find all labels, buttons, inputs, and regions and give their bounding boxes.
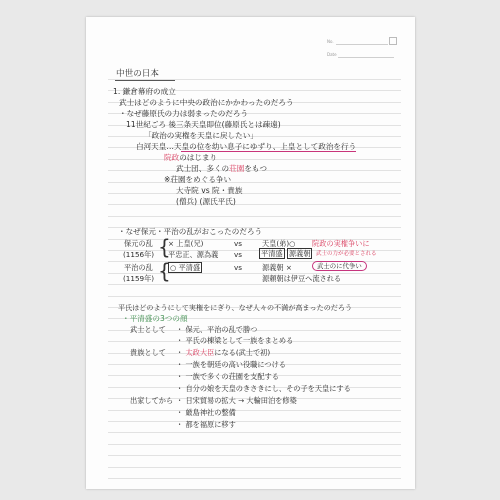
ruled-line xyxy=(108,467,401,468)
text-run: のはじまり xyxy=(179,153,218,162)
note-line: 11世紀ごろ 後三条天皇即位(藤原氏とは疎遠) xyxy=(126,120,281,129)
page-title: 中世の日本 xyxy=(116,69,159,79)
vs-text: vs xyxy=(234,250,242,259)
keyword-insei: 院政 xyxy=(164,153,180,162)
heiji-side-b: 源義朝 × xyxy=(262,263,292,272)
ruled-line xyxy=(108,296,401,297)
hogen-label: 保元の乱 xyxy=(124,239,153,248)
kiyomori-heading xyxy=(122,314,188,323)
face-item: ・ 都を福原に移す xyxy=(176,420,236,429)
text-run: 武士団、多くの xyxy=(176,164,230,173)
note-line: 大寺院 vs 院・貴族 xyxy=(176,186,243,195)
vs-text: vs xyxy=(234,263,242,272)
heiji-year: (1159年) xyxy=(123,274,155,283)
ruled-line xyxy=(108,284,401,285)
face-item xyxy=(176,348,270,357)
note-line-insei xyxy=(164,153,217,162)
ruled-line xyxy=(108,204,401,205)
ruled-line xyxy=(108,193,401,194)
hogen-members-b xyxy=(259,249,312,258)
section-1-heading: 1. 鎌倉幕府の成立 xyxy=(113,87,176,96)
face-item: ・ 自分の娘を天皇のきさきにし、その子を天皇にする xyxy=(176,384,351,393)
ruled-line xyxy=(108,182,401,183)
notebook-page xyxy=(86,17,415,489)
no-label: No. xyxy=(327,39,334,44)
question-1: 武士はどのように中央の政治にかかわったのだろう xyxy=(119,98,294,107)
ruled-line xyxy=(108,410,401,411)
ruled-line xyxy=(108,216,401,217)
face-item: ・ 厳島神社の整備 xyxy=(176,408,236,417)
keyword-daijodaijin: 太政大臣 xyxy=(185,348,215,357)
boxed-name: 源義朝 xyxy=(288,249,311,258)
hogen-year: (1156年) xyxy=(123,250,155,259)
text-run-underlined: 天皇の位を幼い息子にゆずり xyxy=(173,142,273,151)
face-item: ・ 一族を朝廷の高い役職につける xyxy=(176,360,286,369)
green-heading: ・平清盛の3つの顔 xyxy=(122,314,188,323)
heiji-result: 源頼朝は伊豆へ流される xyxy=(262,274,342,283)
ruled-line xyxy=(108,444,401,445)
question-3: 平氏はどのようにして実権をにぎり、なぜ人々の不満が高まったのだろう xyxy=(118,303,353,312)
note-line-bushidan xyxy=(176,164,267,173)
heiji-label: 平治の乱 xyxy=(124,263,153,272)
keyword-shoen: 荘園 xyxy=(229,164,245,173)
hogen-side-b: 天皇(弟)○ xyxy=(262,239,296,248)
brace: { xyxy=(158,259,171,283)
text-run: ・ xyxy=(176,348,186,357)
text-run: 白河天皇… xyxy=(136,142,174,151)
heiji-side-a xyxy=(168,263,202,272)
boxed-name: 平清盛 xyxy=(261,249,283,258)
ruled-line xyxy=(108,159,401,160)
ruled-line xyxy=(108,478,401,479)
brace: { xyxy=(158,235,171,259)
ruled-line xyxy=(108,432,401,433)
ruled-line xyxy=(108,455,401,456)
face-label: 出家してから xyxy=(130,396,174,405)
heiji-note xyxy=(312,262,367,271)
face-label: 貴族として xyxy=(130,348,166,357)
hogen-note: 院政の実権争いに xyxy=(312,239,370,248)
question-2: ・なぜ保元・平治の乱がおこったのだろう xyxy=(118,227,263,236)
text-run: になる(武士で初) xyxy=(214,348,271,357)
hogen-note-2: 武士の力が必要とされる xyxy=(316,251,377,257)
note-line: ※荘園をめぐる争い xyxy=(164,175,232,184)
face-item: ・ 一族で多くの荘園を支配する xyxy=(176,372,279,381)
ruled-line xyxy=(108,421,401,422)
title-underline xyxy=(115,80,175,81)
circled-note: 武士のに代争い xyxy=(312,261,367,271)
face-item: ・ 保元、平治の乱で勝つ xyxy=(176,325,258,334)
note-line: (僧兵) (源氏平氏) xyxy=(176,197,236,206)
hogen-members-a: 平忠正、源為義 xyxy=(168,250,219,259)
text-run: 、上皇として政治を行う xyxy=(272,142,357,151)
date-label: Date xyxy=(327,52,337,57)
highlight-underline xyxy=(181,151,356,152)
question-1a: ・なぜ藤原氏の力は弱まったのだろう xyxy=(119,109,249,118)
boxed-name: ○ 平清盛 xyxy=(170,263,201,272)
no-line xyxy=(336,44,388,45)
vs-text: vs xyxy=(234,239,242,248)
note-line-shirakawa xyxy=(136,142,356,151)
header-box xyxy=(389,37,397,45)
hogen-side-a: × 上皇(兄) xyxy=(168,239,204,248)
face-item: ・ 平氏の棟梁として一族をまとめる xyxy=(176,336,294,345)
text-run: をもつ xyxy=(244,164,268,173)
date-line xyxy=(338,57,394,58)
note-line: 「政治の実権を天皇に戻したい」 xyxy=(144,131,258,140)
face-label: 武士として xyxy=(130,325,166,334)
face-item: ・ 日宋貿易の拡大 → 大輪田泊を修築 xyxy=(176,396,297,405)
